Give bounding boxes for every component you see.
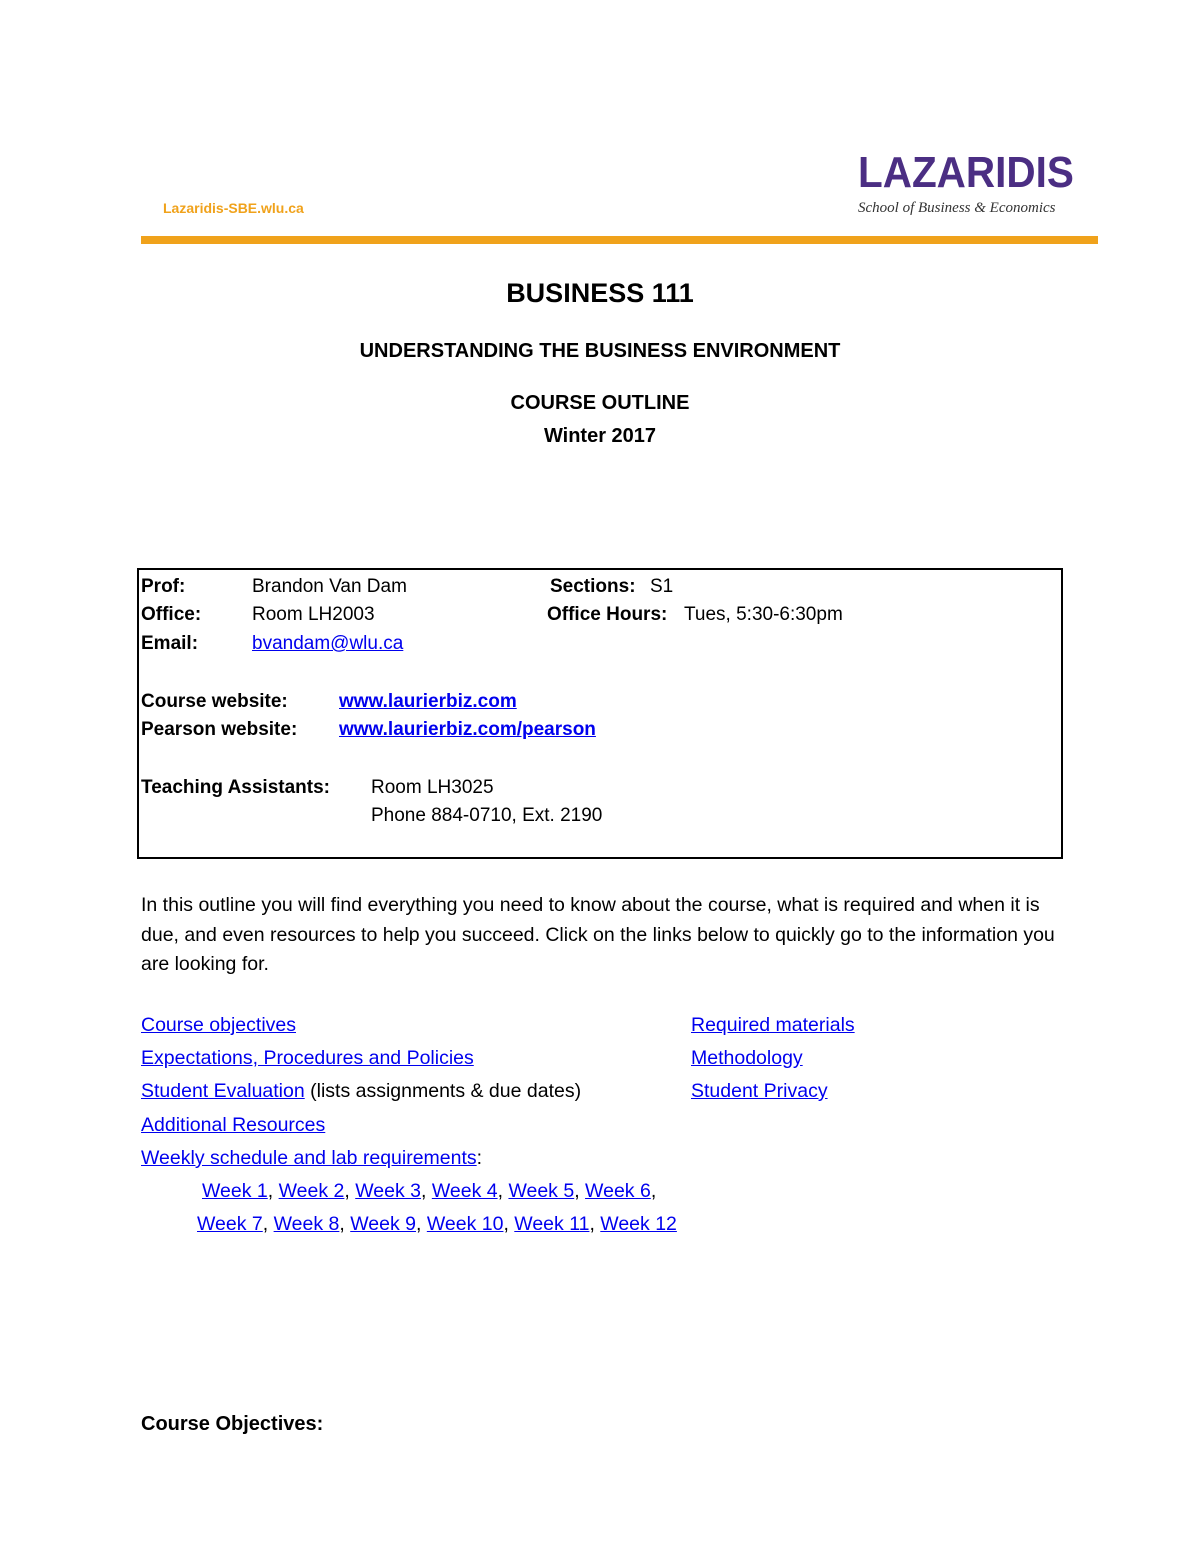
logo-wordmark: LAZARIDIS <box>858 148 1074 197</box>
sections-label: Sections: <box>550 576 636 597</box>
weeks-row-1 <box>202 1178 656 1204</box>
email-link[interactable]: bvandam@wlu.ca <box>252 633 404 654</box>
separator: , <box>344 1180 356 1202</box>
student-privacy-link[interactable]: Student Privacy <box>691 1080 828 1102</box>
lazaridis-logo <box>858 150 1078 217</box>
additional-resources-link[interactable]: Additional Resources <box>141 1114 326 1136</box>
week-11-link[interactable]: Week 11 <box>514 1213 590 1235</box>
office-label: Office: <box>141 604 202 625</box>
office-hours-label: Office Hours: <box>547 604 668 625</box>
course-website-label: Course website: <box>141 691 288 712</box>
pearson-website-link[interactable]: www.laurierbiz.com/pearson <box>339 719 596 740</box>
office-value: Room LH2003 <box>252 604 375 625</box>
separator: , <box>650 1180 657 1202</box>
course-objectives-heading: Course Objectives: <box>141 1413 324 1435</box>
separator: , <box>339 1213 351 1235</box>
nav-row-2 <box>141 1045 474 1071</box>
term: Winter 2017 <box>543 425 657 447</box>
week-5-link[interactable]: Week 5 <box>508 1180 575 1202</box>
separator: , <box>420 1180 432 1202</box>
course-website-link[interactable]: www.laurierbiz.com <box>339 691 517 712</box>
weekly-colon: : <box>476 1147 483 1169</box>
nav-row-5 <box>141 1145 482 1171</box>
separator: , <box>497 1180 509 1202</box>
separator: , <box>574 1180 586 1202</box>
sections-value: S1 <box>650 576 674 597</box>
intro-paragraph: In this outline you will find everything you need to know about the course, what is required and when it is due, and even resources to help you succeed. Click on the links below to quickly go to the information you are looking for. <box>141 894 1055 975</box>
pearson-website-label: Pearson website: <box>141 719 298 740</box>
separator: , <box>415 1213 427 1235</box>
ta-phone: Phone 884-0710, Ext. 2190 <box>371 805 603 826</box>
course-objectives-link[interactable]: Course objectives <box>141 1014 296 1036</box>
ta-room: Room LH3025 <box>371 777 494 798</box>
week-12-link[interactable]: Week 12 <box>600 1213 677 1235</box>
week-1-link[interactable]: Week 1 <box>202 1180 268 1202</box>
ta-label: Teaching Assistants: <box>141 777 330 798</box>
week-8-link[interactable]: Week 8 <box>273 1213 340 1235</box>
week-3-link[interactable]: Week 3 <box>355 1180 421 1202</box>
separator: , <box>503 1213 515 1235</box>
course-code: BUSINESS 111 <box>506 278 694 308</box>
separator: , <box>267 1180 279 1202</box>
prof-value: Brandon Van Dam <box>252 576 407 597</box>
student-evaluation-link[interactable]: Student Evaluation <box>141 1080 305 1102</box>
weeks-row-2 <box>197 1211 677 1237</box>
header-divider <box>141 236 1098 244</box>
week-7-link[interactable]: Week 7 <box>197 1213 263 1235</box>
nav-right-row-2 <box>691 1045 803 1071</box>
course-name: UNDERSTANDING THE BUSINESS ENVIRONMENT <box>359 340 841 362</box>
week-2-link[interactable]: Week 2 <box>278 1180 345 1202</box>
nav-right-row-3 <box>691 1078 828 1104</box>
nav-row-3 <box>141 1078 581 1104</box>
separator: , <box>262 1213 274 1235</box>
nav-row-1 <box>141 1012 296 1038</box>
separator: , <box>589 1213 601 1235</box>
document-type: COURSE OUTLINE <box>510 392 690 414</box>
site-url: Lazaridis-SBE.wlu.ca <box>163 200 304 216</box>
methodology-link[interactable]: Methodology <box>691 1047 803 1069</box>
logo-subtitle: School of Business & Economics <box>858 200 1056 216</box>
weekly-schedule-link[interactable]: Weekly schedule and lab requirements <box>141 1147 477 1169</box>
student-evaluation-note: (lists assignments & due dates) <box>304 1080 582 1102</box>
nav-right-row-1 <box>691 1012 855 1038</box>
nav-row-4 <box>141 1112 325 1138</box>
week-4-link[interactable]: Week 4 <box>431 1180 498 1202</box>
prof-label: Prof: <box>141 576 186 597</box>
required-materials-link[interactable]: Required materials <box>691 1014 855 1036</box>
office-hours-value: Tues, 5:30-6:30pm <box>684 604 843 625</box>
email-label: Email: <box>141 633 199 654</box>
week-10-link[interactable]: Week 10 <box>426 1213 504 1235</box>
week-6-link[interactable]: Week 6 <box>585 1180 651 1202</box>
week-9-link[interactable]: Week 9 <box>350 1213 416 1235</box>
expectations-link[interactable]: Expectations, Procedures and Policies <box>141 1047 474 1069</box>
